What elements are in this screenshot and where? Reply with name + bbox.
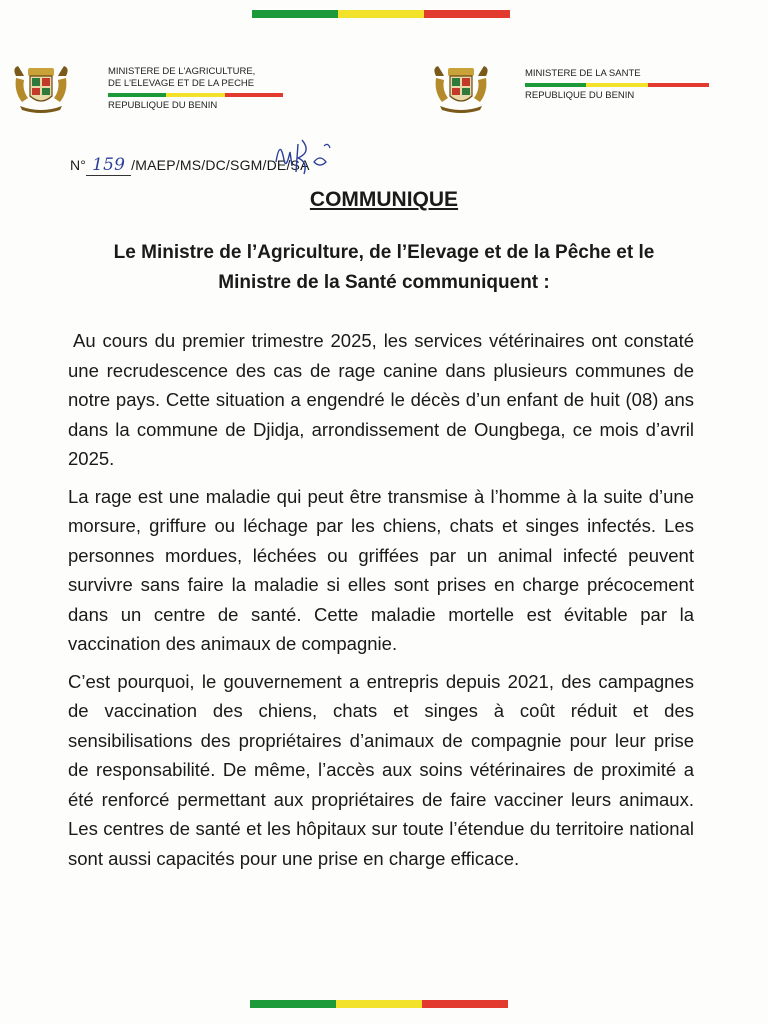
benin-coat-of-arms-icon (430, 62, 492, 116)
paragraph: La rage est une maladie qui peut être transmise à l’homme à la suite d’une morsure, griffure ou léchage par les chiens, chats et singes infectés. Les personnes mordues, léchées ou griffées par un animal infecté peuvent survivre sans faire la maladie si elles sont prises en charge précocement dans un centre de santé. Cette maladie mortelle est évitable par la vaccination des animaux de compagnie. (68, 485, 694, 654)
bottom-flag-bar (250, 1000, 508, 1008)
left-ministry-header (108, 66, 283, 112)
right-ministry-republic: REPUBLIQUE DU BENIN (525, 90, 635, 101)
handwritten-signature (268, 132, 348, 182)
reference-handwritten-number: 159 (86, 155, 131, 176)
right-ministry-header (525, 68, 709, 102)
paragraph: C’est pourquoi, le gouvernement a entrepris depuis 2021, des campagnes de vaccination des chiens, chats et singes à coût réduit et des sensibilisations des propriétaires d’animaux de compagnie pour leur prise de responsabilité. De même, l’accès aux soins vétérinaires de proximité a été renforcé permettant aux propriétaires de faire vacciner leurs animaux. Les centres de santé et les hôpitaux sur toute l’étendue du territoire national sont aussi capacités pour une prise en charge efficace. (68, 670, 694, 869)
reference-suffix: /MAEP/MS/DC/SGM/DE/SA (131, 157, 310, 173)
document-body (68, 326, 694, 881)
left-ministry-line2: DE L'ELEVAGE ET DE LA PECHE (108, 78, 255, 89)
document-subtitle (60, 238, 708, 298)
left-ministry-line1: MINISTERE DE L'AGRICULTURE, (108, 66, 256, 77)
subtitle-line2: Ministre de la Santé communiquent : (218, 272, 550, 293)
reference-prefix: N° (70, 157, 87, 173)
left-ministry-republic: REPUBLIQUE DU BENIN (108, 100, 218, 111)
right-ministry-line1: MINISTERE DE LA SANTE (525, 68, 641, 79)
right-mini-flag (525, 83, 709, 87)
subtitle-line1: Le Ministre de l’Agriculture, de l’Elevage et de la Pêche et le (113, 242, 655, 263)
left-mini-flag (108, 93, 283, 97)
top-flag-bar (252, 10, 510, 18)
benin-coat-of-arms-icon (10, 62, 72, 116)
document-heading: COMMUNIQUE (309, 188, 459, 211)
paragraph: Au cours du premier trimestre 2025, les services vétérinaires ont constaté une recrudescence des cas de rage canine dans plusieurs communes de notre pays. Cette situation a engendré le décès d’un enfant de huit (08) ans dans la commune de Djidja, arrondissement de Oungbega, ce mois d’avril 2025. (68, 330, 694, 469)
